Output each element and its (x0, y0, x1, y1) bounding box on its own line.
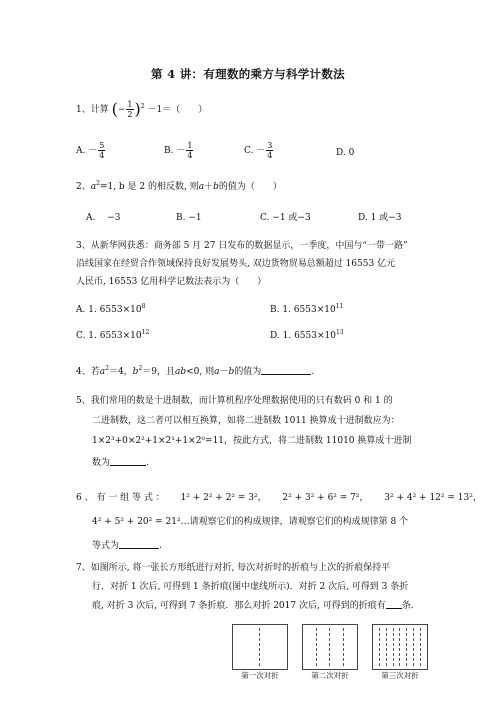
q4-answer-blank[interactable] (261, 374, 311, 375)
q1-option-b: B. － $\frac{1}{4}$ (164, 141, 193, 160)
fold-figure-3-caption: 第三次对折 (367, 670, 433, 681)
q2-option-a: A. −3 (86, 213, 121, 223)
q6-equation-2: 2² + 3² + 6² = 7² (282, 493, 360, 503)
q3-line-3: 人民币, 16553 亿用科学记数法表示为（ ） (76, 277, 267, 287)
q1-fraction: $\frac{1}{2}$ (127, 100, 133, 119)
q7-line-3: 痕, 对折 3 次后, 可得到 7 条折痕．那么对折 2017 次后, 可得到的折痕有 条. (92, 601, 414, 611)
q1-option-c: C. － $\frac{3}{4}$ (244, 141, 273, 160)
q1-option-d: D. 0 (336, 148, 355, 158)
q2-option-d: D. 1 或−3 (358, 213, 402, 223)
q6-answer-blank[interactable] (119, 548, 159, 549)
fold-figure-1 (232, 624, 288, 680)
q3-line-2: 沿线国家在经贸合作领域保持良好发展势头, 双边货物贸易总额超过 16553 亿元 (76, 259, 396, 269)
fold-figure-3 (372, 624, 428, 680)
q6-line-3: 等式为 . (92, 541, 162, 551)
q5-line-4: 数为 . (92, 458, 149, 468)
fold-figure-1-caption: 第一次对折 (227, 670, 293, 681)
q3-option-b: B. 1. $6553\times 10^{11}$ (270, 303, 344, 315)
q5-answer-blank[interactable] (110, 465, 146, 466)
q1-prefix: 1、计算 (76, 105, 109, 115)
q5-line-1: 5、我们常用的数是十进制数，而计算机程序处理数据使用的只有数码 0 和 1 的 (76, 396, 393, 406)
fold-figure-2-caption: 第二次对折 (297, 670, 363, 681)
q2-option-c: C. −1 或−3 (260, 213, 311, 223)
q1-suffix: －1＝（ ） (147, 105, 208, 115)
q7-line-2: 行．对折 1 次后, 可得到 1 条折痕(图中虚线所示)．对折 2 次后, 可得到 3 条折 (92, 582, 409, 592)
q6-line-2: 4² + 5² + 20² = 21²…请观察它们的构成规律，请观察它们的构成规律第 8 个 (92, 517, 409, 527)
q6-equation-1: 1² + 2² + 2² = 3² (180, 493, 258, 503)
q7-line-1: 7、如图所示, 将一张长方形纸进行对折, 每次对折时的折痕与上次的折痕保持平 (76, 563, 391, 573)
q1-exponent: 2 (140, 103, 145, 110)
question-2: 2、$a^2=1$, b 是 2 的相反数, 则a＋b的值为（ ） (76, 180, 282, 192)
question-4: 4、若$a^2=4$，$b^2=9$，且ab<0, 则a－b的值为 . (76, 365, 315, 377)
q5-binary-expression: 1×2³+0×2²+1×2¹+1×2⁰=11 (92, 436, 225, 446)
q3-line-1: 3、从新华网获悉：商务部 5 月 27 日发布的数据显示，一季度，中国与“一带一路” (76, 241, 408, 251)
q5-line-2: 二进制数，这二者可以相互换算，如将二进制数 1011 换算成十进制数应为： (92, 416, 400, 426)
page-title: 第 4 讲：有理数的乘方与科学计数法 (151, 67, 345, 81)
q3-option-d: D. 1. $6553\times 10^{13}$ (270, 329, 344, 341)
q6-equation-4: 4² + 5² + 20² = 21² (92, 517, 181, 527)
q1-option-a: A. － $\frac{5}{4}$ (76, 141, 105, 160)
q3-option-a: A. 1. $6553\times 10^8$ (76, 303, 146, 315)
q3-option-c: C. 1. $6553\times 10^{12}$ (76, 329, 150, 341)
q6-equation-3: 3² + 4² + 12² = 13² (384, 493, 473, 503)
fold-figure-2 (302, 624, 358, 680)
q5-line-3: 1×2³+0×2²+1×2¹+1×2⁰=11，按此方式，将二进制数 11010 换算成十进制 (92, 436, 412, 446)
q7-answer-blank[interactable] (386, 608, 402, 609)
q2-option-b: B. −1 (176, 213, 202, 223)
question-1: 1、计算 (− $\frac{1}{2}$ )$^2$ －1＝（ ） (76, 99, 208, 119)
q6-line-1: 6 、 有 一 组 等 式 ： 1² + 2² + 2² = 3²， 2² + 3² + 6² = 7²， 3² + 4² + 12² = 13²， (76, 493, 482, 503)
